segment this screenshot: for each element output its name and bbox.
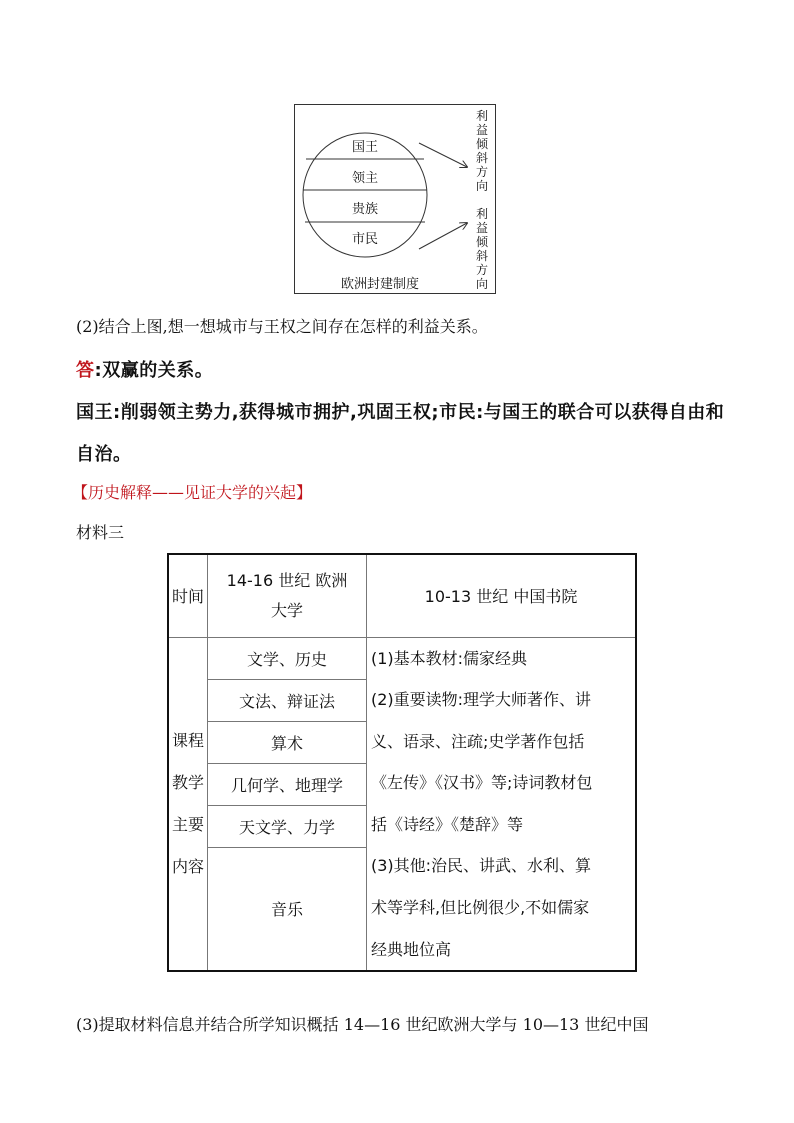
diagram-graphics	[295, 105, 497, 295]
china-line: (1)基本教材:儒家经典	[371, 648, 528, 668]
china-line: 术等学科,但比例很少,不如儒家	[371, 898, 590, 918]
china-line: (2)重要读物:理学大师著作、讲	[371, 690, 592, 710]
material-table	[167, 553, 637, 972]
china-line: 括《诗经》《楚辞》等	[371, 814, 524, 834]
section-title: 【历史解释——见证大学的兴起】	[72, 483, 313, 502]
china-line: 《左传》《汉书》等;诗词教材包	[371, 773, 593, 793]
arrow-label-bottom: 利益倾斜方向	[475, 207, 488, 291]
question-3: (3)提取材料信息并结合所学知识概括 14—16 世纪欧洲大学与 10—13 世纪中国	[76, 1015, 649, 1034]
europe-subject: 文法、辩证法	[208, 679, 367, 721]
europe-subject: 音乐	[208, 847, 367, 971]
header-europe-line2: 大学	[270, 600, 303, 620]
header-time: 时间	[168, 554, 208, 637]
china-line: 经典地位高	[371, 939, 452, 959]
europe-subject: 算术	[208, 721, 367, 763]
question-2: (2)结合上图,想一想城市与王权之间存在怎样的利益关系。	[76, 317, 488, 336]
row-label	[168, 637, 208, 971]
answer-line-2: 国王:削弱领主势力,获得城市拥护,巩固王权;市民:与国王的联合可以获得自由和	[76, 402, 725, 423]
china-line: 义、语录、注疏;史学著作包括	[371, 731, 585, 751]
answer-line-1	[76, 356, 213, 382]
row-label-4: 内容	[171, 856, 204, 876]
arrow-top	[419, 143, 467, 167]
answer-text-1: :双赢的关系。	[94, 360, 214, 381]
europe-subject: 文学、历史	[208, 637, 367, 679]
china-line: (3)其他:治民、讲武、水利、算	[371, 856, 592, 876]
layer-king: 国王	[351, 140, 378, 155]
row-label-2: 教学	[171, 772, 204, 792]
answer-prefix: 答	[76, 360, 95, 381]
europe-subject: 几何学、地理学	[208, 763, 367, 805]
china-content	[367, 637, 637, 971]
feudal-system-diagram	[294, 104, 496, 294]
arrow-bottom	[419, 223, 467, 249]
header-europe	[208, 554, 367, 637]
table-header-row	[168, 554, 636, 637]
row-label-3: 主要	[171, 814, 204, 834]
material-label: 材料三	[76, 523, 125, 542]
diagram-caption: 欧洲封建制度	[340, 277, 419, 292]
layer-noble: 贵族	[351, 202, 378, 217]
row-label-1: 课程	[171, 730, 204, 750]
layer-citizen: 市民	[351, 232, 378, 247]
europe-subject: 天文学、力学	[208, 805, 367, 847]
answer-line-3: 自治。	[76, 444, 132, 465]
arrow-label-top: 利益倾斜方向	[475, 109, 488, 193]
table-row	[168, 637, 636, 679]
layer-lord: 领主	[351, 171, 378, 186]
header-china: 10-13 世纪 中国书院	[367, 554, 637, 637]
header-europe-line1: 14-16 世纪 欧洲	[226, 570, 348, 590]
